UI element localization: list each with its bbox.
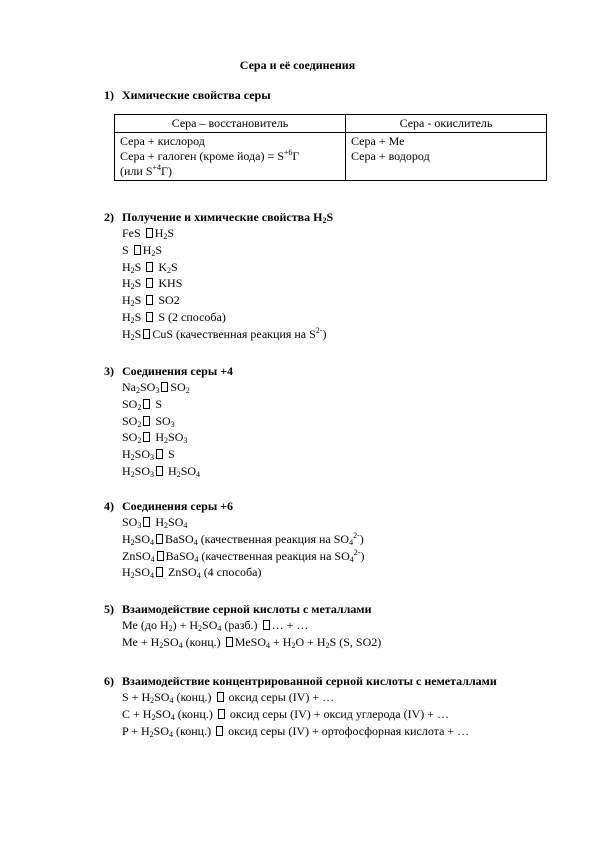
reaction-line: $H_2S$ S (2 способа) <box>122 309 226 325</box>
text: оксид серы (IV) + оксид углерода (IV) + … <box>226 706 450 721</box>
reaction-line: $Na_2SO_3$ $SO_2$ <box>122 380 190 395</box>
section-heading <box>104 499 364 514</box>
arrow-icon <box>146 262 153 272</box>
section-heading <box>104 674 497 689</box>
cell-line <box>120 164 340 179</box>
charge: 2- <box>353 547 361 557</box>
arrow-icon <box>216 726 223 736</box>
arrow-icon <box>143 329 150 339</box>
text: Ме (до H <box>122 618 169 632</box>
arrow-icon <box>143 399 150 409</box>
text: (конц.) <box>173 723 215 738</box>
reaction-line: $H_2SO_4$ ZnSO$_4$ (4 способа) <box>122 565 262 581</box>
arrow-icon <box>161 382 168 392</box>
section-3 <box>104 364 233 480</box>
text: C + H <box>122 706 152 721</box>
section-4 <box>104 499 364 581</box>
arrow-icon <box>217 692 224 702</box>
section-number: 2) <box>104 210 114 224</box>
reaction-line: $H_2S$ SO2 <box>122 293 180 309</box>
section-2 <box>104 210 333 343</box>
arrow-icon <box>156 449 163 459</box>
cell-text: Сера + галоген (кроме йода) = S <box>120 149 284 163</box>
cell-line: Сера + Ме <box>351 134 405 148</box>
cell-text: Г <box>292 149 300 163</box>
section-heading <box>104 210 333 225</box>
reaction-product: S (2 способа) <box>158 309 226 324</box>
table-cell-reducer <box>115 133 346 181</box>
text: O + H <box>295 634 326 649</box>
arrow-icon <box>146 295 153 305</box>
reaction-line: $H_2SO_3$ S <box>122 447 175 463</box>
charge: 2- <box>353 530 360 540</box>
section-title: Взаимодействие серной кислоты с металлами <box>122 602 372 616</box>
reaction-line: $H_2SO_3$ $H_2SO_4$ <box>122 463 201 479</box>
reaction-note: (4 способа) <box>203 565 262 580</box>
text: S (S, SO2) <box>329 634 382 649</box>
reaction-list <box>122 617 381 651</box>
reaction-line: $H_2S$ CuS (качественная реакция на $S^{2-}$) <box>122 325 327 342</box>
text: (конц.) <box>173 690 215 704</box>
reaction-note: (качественная реакция на SO <box>201 548 350 563</box>
page-title: Сера и её соединения <box>239 58 356 72</box>
section-number: 4) <box>104 499 114 513</box>
reaction-product: SO2 <box>158 293 180 308</box>
reaction-line: $SO_2$ $SO_3$ <box>122 413 175 429</box>
reaction-line: $S + H_2SO_4$ (конц.) оксид серы (IV) + … <box>122 690 335 705</box>
section-title: Соединения серы +6 <box>122 499 234 513</box>
arrow-icon <box>156 567 163 577</box>
reaction-line: $P + H_2SO_4$ (конц.) оксид серы (IV) + ортофосфорная кислота + … <box>122 723 470 739</box>
reaction-list <box>122 379 233 480</box>
table-cell-oxidizer <box>346 133 547 181</box>
text: SO <box>202 618 218 632</box>
section-number: 5) <box>104 602 114 616</box>
arrow-icon <box>134 245 141 255</box>
reaction-line: S $H_2S$ <box>122 242 163 258</box>
arrow-icon <box>156 534 163 544</box>
text: ) + H <box>172 618 199 632</box>
cell-line: Сера + водород <box>351 149 430 163</box>
reaction-line: $H_2S$ $K_2S$ <box>122 259 178 275</box>
reaction-list <box>122 514 364 581</box>
oxidation-state: +6 <box>283 148 293 157</box>
text: (разб.) <box>221 618 261 632</box>
arrow-icon <box>143 416 150 426</box>
arrow-icon <box>156 466 163 476</box>
text: + H <box>270 634 292 649</box>
reaction-line: $SO_3$ $H_2SO_4$ <box>122 515 188 530</box>
reaction-line: FeS $H_2S$ <box>122 226 175 241</box>
section-title: Соединения серы +4 <box>122 364 234 378</box>
section-title: Получение и химические свойства H <box>122 210 323 224</box>
cell-text: (или S <box>120 164 153 178</box>
arrow-icon <box>143 432 150 442</box>
section-title: Взаимодействие концентрированной серной кислоты с неметаллами <box>122 674 497 688</box>
arrow-icon <box>157 551 164 561</box>
text: Ме + H <box>122 634 160 649</box>
arrow-icon <box>218 709 225 719</box>
reaction-line: $SO_2$ S <box>122 396 163 412</box>
text: S + H <box>122 690 151 704</box>
section-heading <box>104 602 381 617</box>
section-number: 3) <box>104 364 114 378</box>
cell-line: Сера + кислород <box>120 134 205 148</box>
section-number: 1) <box>104 88 114 102</box>
sulfur-properties-table <box>114 114 547 181</box>
reaction-line: ZnSO$_4$ BaSO$_4$ (качественная реакция на $SO_4^{2-}$) <box>122 547 365 564</box>
section-5 <box>104 602 381 651</box>
text: оксид серы (IV) + … <box>225 690 335 704</box>
reaction-list <box>122 689 497 739</box>
reaction-line: $SO_2$ $H_2SO_3$ <box>122 430 188 446</box>
reaction-list <box>122 225 333 343</box>
reaction-line: Ме (до $H_2) + H_2SO_4$ (разб.) … + … <box>122 618 309 633</box>
text: (конц.) <box>174 706 216 721</box>
cell-line <box>120 149 340 164</box>
table-header-reducer: Сера – восстановитель <box>115 115 346 133</box>
oxidation-state: +4 <box>152 163 162 172</box>
reaction-line: $H_2S$ KHS <box>122 276 183 292</box>
reaction-line: Ме + $H_2SO_4$ (конц.) MeSO$_4$ + $H_2O + H_2S$ (S, SO2) <box>122 634 382 650</box>
arrow-icon <box>263 620 270 630</box>
reaction-line: $C + H_2SO_4$ (конц.) оксид серы (IV) + оксид углерода (IV) + … <box>122 706 450 722</box>
cell-text: Г) <box>161 164 172 178</box>
arrow-icon <box>146 228 153 238</box>
section-6 <box>104 674 497 739</box>
section-heading <box>104 364 233 379</box>
charge: 2- <box>315 325 323 335</box>
text: P + H <box>122 723 150 738</box>
arrow-icon <box>146 278 153 288</box>
reaction-product: CuS (качественная реакция на S <box>152 326 316 341</box>
reaction-note: (качественная реакция на SO <box>200 531 350 546</box>
text: MeSO <box>234 634 267 649</box>
text: … + … <box>271 618 309 632</box>
section-1 <box>104 88 271 103</box>
table-header-oxidizer: Сера - окислитель <box>346 115 547 133</box>
reaction-line: $H_2SO_4$ BaSO$_4$ (качественная реакция на $SO_4^{2-}$) <box>122 530 364 547</box>
arrow-icon <box>146 312 153 322</box>
subscript: 2 <box>322 216 327 225</box>
arrow-icon <box>226 637 233 647</box>
section-number: 6) <box>104 674 114 688</box>
section-title: Химические свойства серы <box>122 88 271 102</box>
section-title: S <box>326 210 334 224</box>
section-heading <box>104 88 271 103</box>
text: оксид серы (IV) + ортофосфорная кислота + … <box>225 723 470 738</box>
text: SO <box>163 634 179 649</box>
text: (конц.) <box>182 634 224 649</box>
arrow-icon <box>143 517 150 527</box>
